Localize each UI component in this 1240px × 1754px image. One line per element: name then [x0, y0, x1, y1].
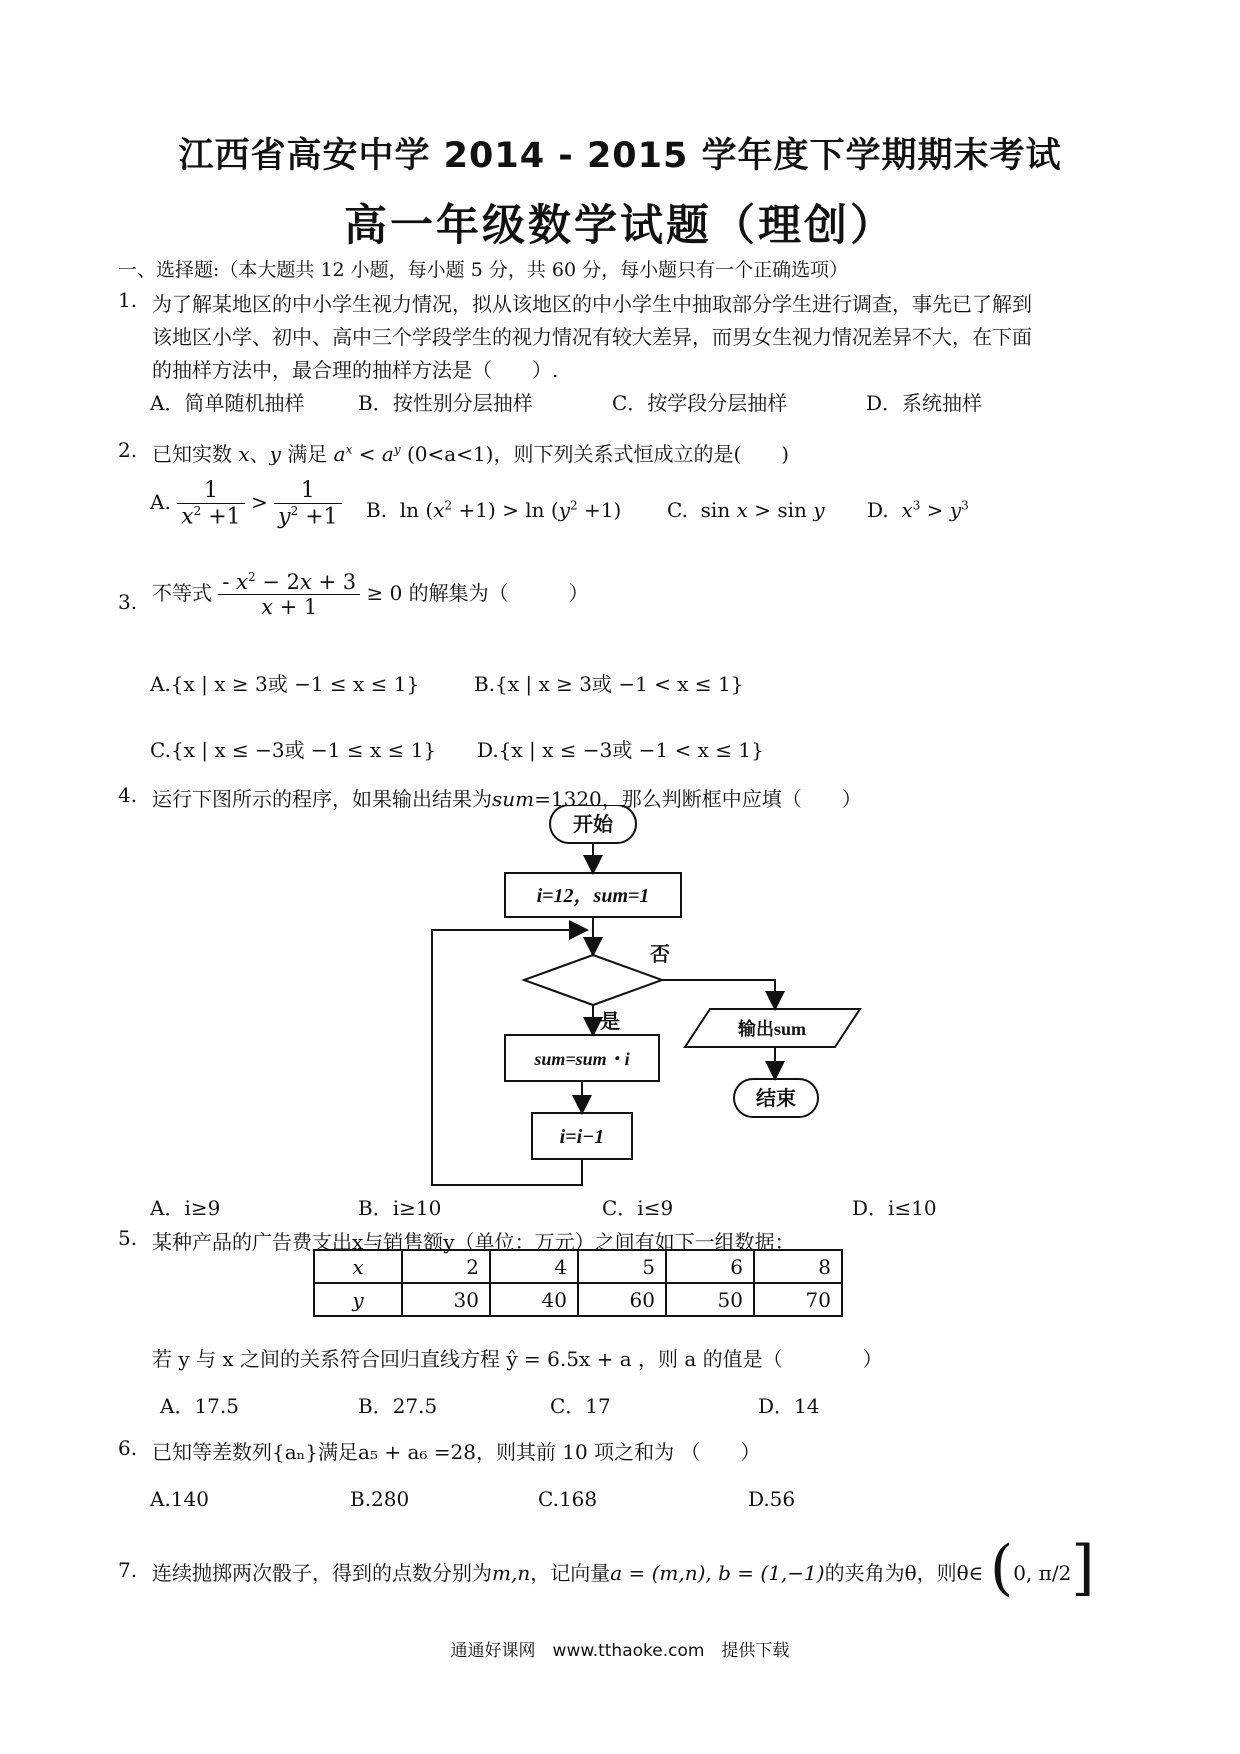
flow-no-label: 否 [650, 944, 670, 966]
q4-option-a: A．i≥9 [150, 1196, 221, 1220]
table-cell: 5 [578, 1250, 666, 1283]
q3-option-c: C.{x | x ≤ −3或 −1 ≤ x ≤ 1} [150, 738, 437, 762]
q3-stem-post: 的解集为（ ） [408, 581, 589, 605]
q3-option-a: A.{x | x ≥ 3或 −1 ≤ x ≤ 1} [150, 672, 420, 696]
flow-update-sum-label: sum=sum・i [534, 1049, 630, 1069]
section-heading: 一、选择题:（本大题共 12 小题，每小题 5 分，共 60 分，每小题只有一个正确选项） [118, 259, 849, 281]
flow-decision-shape [524, 955, 662, 1005]
q2-option-b-label: B. [366, 498, 388, 522]
q1-option-b: B．按性别分层抽样 [358, 391, 533, 415]
q4-option-d: D．i≤10 [852, 1196, 937, 1220]
q2-stem-mid: 满足 [287, 442, 328, 466]
q5-option-c: C．17 [550, 1394, 611, 1418]
q2-option-d: D. $x^3 > y^3$ [867, 498, 969, 522]
q1-option-d: D．系统抽样 [866, 391, 983, 415]
flow-update-i-label: i=i−1 [559, 1126, 605, 1148]
exam-title: 江西省高安中学 2014 - 2015 学年度下学期期末考试 [178, 136, 1062, 176]
q1-option-c: C．按学段分层抽样 [612, 391, 788, 415]
q7-interval: 0, π/2 [1013, 1561, 1072, 1585]
table-cell: x [314, 1250, 402, 1283]
q6-option-c: C.168 [538, 1487, 598, 1511]
flow-yes-label: 是 [600, 1011, 620, 1033]
q7-number: 7. [118, 1558, 138, 1582]
table-cell: 50 [666, 1283, 754, 1316]
exam-subtitle: 高一年级数学试题（理创） [344, 201, 896, 251]
q3-number: 3. [118, 590, 138, 614]
table-row [314, 1283, 842, 1316]
q6-stem: 已知等差数列{aₙ}满足a₅ + a₆ =28，则其前 10 项之和为 （ ） [152, 1440, 761, 1464]
q7-stem-mid: ，记向量 [530, 1561, 611, 1585]
q2-stem: 已知实数 x、y 满足 $a^x < a^y$ (0<a<1)，则下列关系式恒成立的是( ) [152, 442, 790, 466]
q1-line1: 为了解某地区的中小学生视力情况，拟从该地区的中小学生中抽取部分学生进行调查，事先已了解到 [152, 292, 1032, 316]
q7-vectors: a = (m,n), b = (1,−1) [610, 1561, 825, 1585]
table-cell: 4 [490, 1250, 578, 1283]
q3-stem-pre: 不等式 [152, 581, 212, 605]
q5-option-b: B．27.5 [358, 1394, 438, 1418]
flow-init-label: i=12，sum=1 [536, 885, 650, 907]
q7-stem-post: 的夹角为θ，则θ∈ [824, 1561, 984, 1585]
q7-stem: 连续抛掷两次骰子，得到的点数分别为m,n，记向量a = (m,n), b = (1,−1)的夹角为θ，则θ∈ (0, π/2] [152, 1533, 1095, 1603]
flowchart [420, 805, 880, 1195]
q3-option-b: B.{x | x ≥ 3或 −1 < x ≤ 1} [474, 672, 744, 696]
q7-vars: m,n [492, 1561, 531, 1585]
footer-source: 通通好课网 www.tthaoke.com 提供下载 [450, 1641, 790, 1661]
q5-option-d: D．14 [758, 1394, 820, 1418]
q2-option-b: B. $\ln (x^2 +1) > \ln (y^2 +1)$ [366, 498, 622, 522]
q3-stem: 不等式 $\frac{- x^2 - 2x + 3}{x + 1}$ ≥ 0 的解集为（ ） [152, 570, 589, 619]
q4-option-c: C．i≤9 [602, 1196, 674, 1220]
flow-end-label: 结束 [756, 1088, 796, 1110]
q1-line3: 的抽样方法中，最合理的抽样方法是（ ）. [152, 358, 559, 382]
table-cell: 6 [666, 1250, 754, 1283]
table-cell: 40 [490, 1283, 578, 1316]
q5-data-table [313, 1249, 843, 1317]
q4-option-b: B．i≥10 [358, 1196, 442, 1220]
q5-option-a: A．17.5 [160, 1394, 239, 1418]
q2-option-d-label: D. [867, 498, 889, 522]
q4-stem-value: =1320，那么判断框中应填（ ） [534, 787, 862, 811]
q4-stem-var: sum [492, 787, 535, 811]
flow-start-label: 开始 [573, 814, 613, 836]
q5-stem: 某种产品的广告费支出x与销售额y（单位：万元）之间有如下一组数据： [152, 1230, 795, 1254]
q2-stem-pre: 已知实数 [152, 442, 232, 466]
q5-number: 5. [118, 1226, 138, 1250]
q1-option-a: A．简单随机抽样 [150, 391, 305, 415]
q2-option-c: C. sin x > sin y [667, 498, 825, 522]
table-cell: 70 [754, 1283, 842, 1316]
q2-stem-post: ，则下列关系式恒成立的是( ) [493, 442, 790, 466]
q4-stem-text: 运行下图所示的程序，如果输出结果为 [152, 787, 492, 811]
table-cell: 60 [578, 1283, 666, 1316]
q3-option-d: D.{x | x ≤ −3或 −1 < x ≤ 1} [477, 738, 764, 762]
table-cell: y [314, 1283, 402, 1316]
q2-number: 2. [118, 438, 138, 462]
q7-stem-pre: 连续抛掷两次骰子，得到的点数分别为 [152, 1561, 492, 1585]
flow-output-label: 输出sum [737, 1019, 807, 1039]
q1-number: 1. [118, 288, 138, 312]
q2-condition: (0<a<1) [406, 442, 494, 466]
table-cell: 2 [402, 1250, 490, 1283]
q1-line2: 该地区小学、初中、高中三个学段学生的视力情况有较大差异，而男女生视力情况差异不大，在下面 [152, 325, 1032, 349]
q6-option-a: A.140 [150, 1487, 209, 1511]
q5-follow-text: 若 y 与 x 之间的关系符合回归直线方程 ŷ = 6.5x + a ，则 a 的值是（ ） [152, 1347, 883, 1371]
table-row [314, 1250, 842, 1283]
q2-option-a: A. $\frac{1}{x^2 +1}$ > $\frac{1}{y^2 +1}$ [150, 478, 342, 529]
q4-number: 4. [118, 783, 138, 807]
table-cell: 8 [754, 1250, 842, 1283]
table-cell: 30 [402, 1283, 490, 1316]
q2-option-a-label: A. [150, 490, 171, 515]
q6-option-d: D.56 [748, 1487, 796, 1511]
q2-option-c-label: C. [667, 498, 688, 522]
q6-option-b: B.280 [350, 1487, 410, 1511]
q6-number: 6. [118, 1436, 138, 1460]
